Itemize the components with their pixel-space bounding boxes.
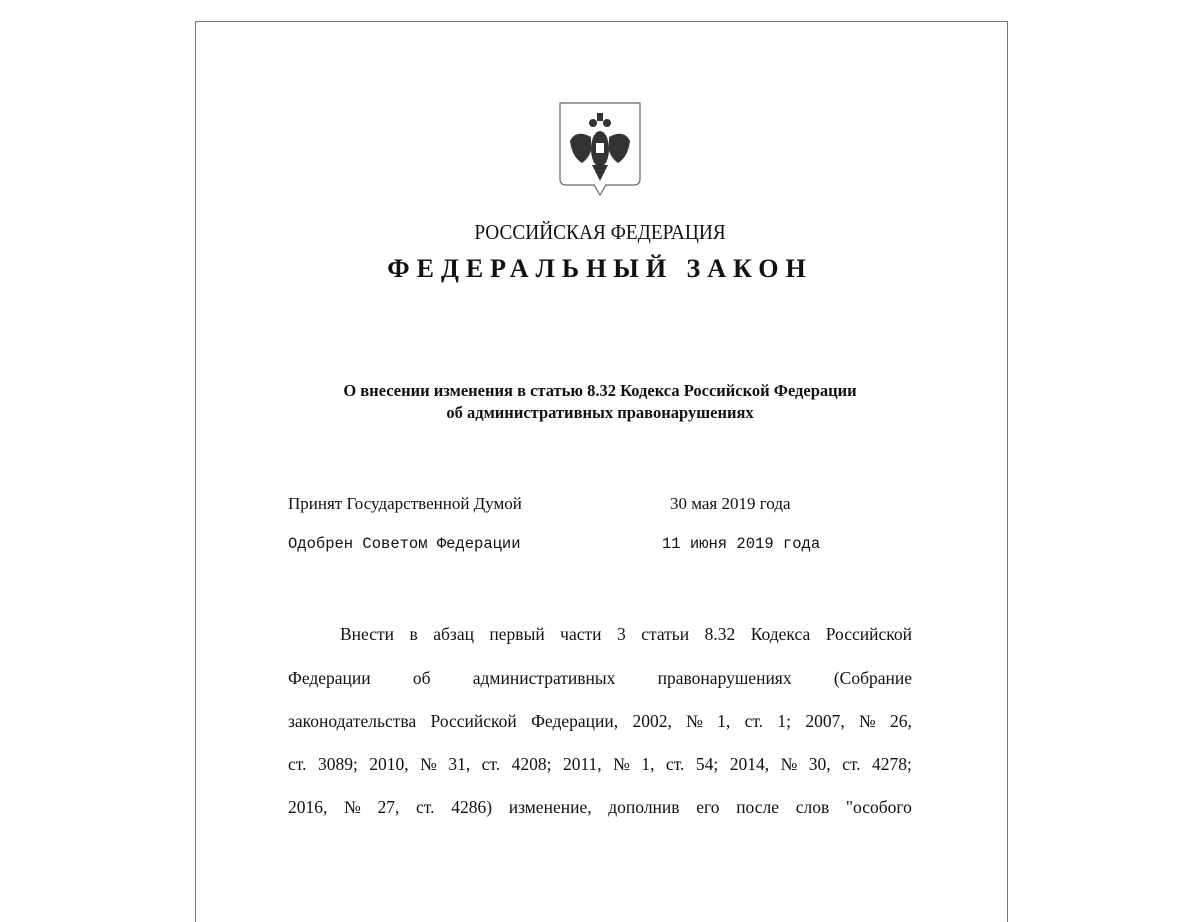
word: первый (489, 624, 545, 644)
word: 8.32 (704, 624, 736, 644)
word: Федерации (288, 668, 371, 688)
word: 1; (777, 711, 791, 731)
word: № (613, 754, 630, 774)
word: 2011, (562, 754, 602, 774)
word: абзац (433, 624, 474, 644)
word: 2010, (369, 754, 409, 774)
word: 4208; (511, 754, 552, 774)
word: 2014, (729, 754, 770, 774)
word: административных (472, 668, 616, 688)
word: в (409, 624, 418, 644)
word: ст. (842, 754, 861, 774)
word: 4278; (872, 754, 912, 774)
word: 26, (890, 711, 912, 731)
word: 1, (717, 711, 731, 731)
council-approval-label: Одобрен Советом Федерации (288, 535, 521, 553)
word: правонарушениях (657, 668, 792, 688)
law-type-heading: ФЕДЕРАЛЬНЫЙ ЗАКОН (387, 254, 813, 283)
word: Кодекса (750, 624, 811, 644)
word: законодательства (288, 711, 417, 731)
duma-adoption-label: Принят Государственной Думой (288, 494, 522, 513)
word: 31, (448, 754, 471, 774)
word: слов (795, 797, 830, 817)
law-title-line-2: об административных правонарушениях (446, 403, 754, 422)
body-line (340, 624, 912, 645)
word: 4286) (451, 797, 493, 817)
word: ст. (288, 754, 307, 774)
law-title-line-1: О внесении изменения в статью 8.32 Кодекса Российской Федерации (343, 381, 857, 400)
body-line (288, 797, 912, 818)
word: 54; (695, 754, 719, 774)
body-line (288, 711, 912, 732)
word: 3089; (317, 754, 358, 774)
word: его (696, 797, 720, 817)
word: (Собрание (833, 668, 912, 688)
word: об (412, 668, 431, 688)
word: 2016, (288, 797, 328, 817)
word: 27, (377, 797, 400, 817)
word: ст. (481, 754, 501, 774)
word: № (344, 797, 361, 817)
word: после (736, 797, 780, 817)
word: 1, (641, 754, 655, 774)
country-name: РОССИЙСКАЯ ФЕДЕРАЦИЯ (474, 220, 726, 244)
word: № (859, 711, 876, 731)
council-approval-date: 11 июня 2019 года (662, 535, 821, 553)
word: 2007, (805, 711, 845, 731)
word: ст. (416, 797, 435, 817)
word: изменение, (508, 797, 592, 817)
word: 3 (617, 624, 626, 644)
body-line (288, 754, 912, 775)
word: Российской (430, 711, 517, 731)
word: Российской (825, 624, 912, 644)
word: части (560, 624, 602, 644)
body-line (288, 668, 912, 689)
word: ст. (665, 754, 685, 774)
duma-adoption-date: 30 мая 2019 года (670, 494, 791, 513)
word: Федерации, (531, 711, 619, 731)
word: статьи (641, 624, 690, 644)
coat-of-arms-icon (558, 101, 642, 197)
word: ст. (744, 711, 764, 731)
word: 30, (808, 754, 831, 774)
word: № (420, 754, 437, 774)
word: 2002, (632, 711, 672, 731)
word: дополнив (608, 797, 680, 817)
word: № (780, 754, 798, 774)
word: Внести (340, 624, 395, 644)
word: "особого (845, 797, 912, 817)
word: № (686, 711, 703, 731)
